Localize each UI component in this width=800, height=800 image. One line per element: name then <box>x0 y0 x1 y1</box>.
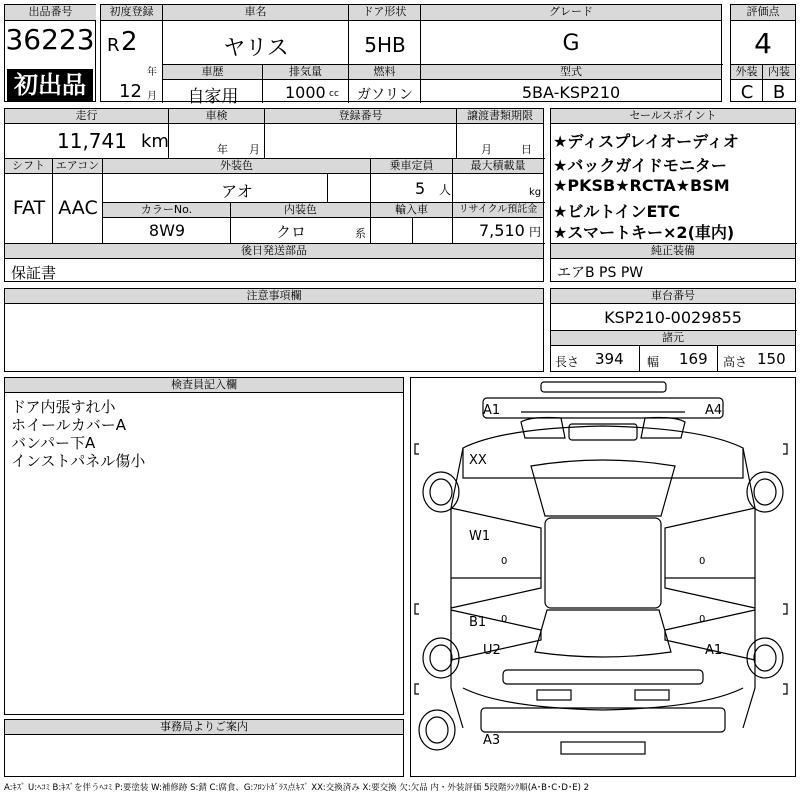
shift-value: FAT <box>12 197 46 219</box>
score-label: 評価点 <box>731 5 795 21</box>
mark-zero: 0 <box>699 556 706 567</box>
vehicle-detail-table <box>4 108 544 282</box>
person-unit: 人 <box>439 183 452 197</box>
aircon-value: AAC <box>58 197 98 219</box>
equipment-label: 純正装備 <box>551 244 795 259</box>
notes-label: 注意事項欄 <box>5 289 543 304</box>
history: 自家用 <box>187 87 239 107</box>
sales-item: ★ディスプレイオーディオ <box>553 132 739 151</box>
mark-u2: U2 <box>483 643 501 658</box>
km-unit: km <box>141 131 169 152</box>
length-label: 長さ <box>555 355 580 369</box>
door-label: ドア形状 <box>349 5 421 21</box>
plate-label: 登録番号 <box>265 109 457 124</box>
notes-box <box>4 288 544 372</box>
office-label: 事務局よりご案内 <box>5 720 403 735</box>
later-parts-label: 後日発送部品 <box>5 244 543 259</box>
exterior-label: 外装 <box>731 65 763 80</box>
equipment-value: エアB PS PW <box>557 265 644 281</box>
car-name: ヤリス <box>223 36 289 61</box>
trim-label: 内装色 <box>231 203 371 218</box>
transfer-label: 譲渡書類期限 <box>457 109 543 124</box>
color-label: 外装色 <box>103 159 371 174</box>
sales-label: セールスポイント <box>551 109 795 124</box>
insp-month-unit: 月 <box>249 143 260 156</box>
car-info-table <box>100 4 722 107</box>
interior-label: 内装 <box>763 65 795 80</box>
score-box <box>730 4 796 102</box>
chassis-label: 車台番号 <box>551 289 795 304</box>
inspector-line: ドア内張すれ小 <box>11 398 116 416</box>
trim-value: クロ <box>275 223 306 241</box>
length-value: 394 <box>595 350 624 368</box>
mark-a4-front-right: A4 <box>705 403 723 418</box>
height-label: 高さ <box>723 355 748 369</box>
mark-b1: B1 <box>469 615 487 630</box>
chassis-number: KSP210-0029855 <box>604 308 742 327</box>
month-unit: 月 <box>147 91 157 102</box>
history-label: 車歴 <box>163 65 263 80</box>
mark-zero: 0 <box>699 614 706 625</box>
colorno-value: 8W9 <box>148 221 186 240</box>
width-value: 169 <box>679 350 708 368</box>
aircon-label: エアコン <box>53 159 103 174</box>
chassis-box <box>550 288 796 372</box>
first-listing-badge: 初出品 <box>7 69 93 101</box>
displacement-label: 排気量 <box>263 65 349 80</box>
inspector-label: 検査員記入欄 <box>5 378 403 393</box>
inspector-line: バンパー下A <box>11 434 96 452</box>
mark-a1-rear-right: A1 <box>705 643 723 658</box>
sales-item: ★ビルトインETC <box>553 202 681 221</box>
cc-unit: cc <box>329 89 339 99</box>
transfer-month-unit: 月 <box>481 143 492 156</box>
sales-item: ★スマートキー×2(車内) <box>553 223 735 242</box>
exterior-grade: C <box>740 82 754 103</box>
shift-label: シフト <box>5 159 53 174</box>
fuel-label: 燃料 <box>349 65 421 80</box>
width-label: 幅 <box>647 355 660 369</box>
year-unit: 年 <box>147 67 157 78</box>
mark-zero: 0 <box>501 556 508 567</box>
displacement: 1000 <box>285 83 326 102</box>
lot-label: 出品番号 <box>5 5 96 21</box>
mileage-label: 走行 <box>5 109 169 124</box>
recycle-value: 7,510 <box>479 221 525 240</box>
car-diagram-box <box>410 377 796 777</box>
load-label: 最大積載量 <box>453 159 543 174</box>
recycle-label: リサイクル預託金 <box>453 203 543 218</box>
name-label: 車名 <box>163 5 349 21</box>
score: 4 <box>754 27 772 60</box>
office-box <box>4 719 404 777</box>
yen-unit: 円 <box>529 225 542 239</box>
reg-era: R <box>107 35 120 56</box>
inspection-label: 車検 <box>169 109 265 124</box>
legend-text: A:ｷｽﾞ U:ﾍｺﾐ B:ｷｽﾞを伴うﾍｺﾐ P:要塗装 W:補修跡 S:錆 C:腐食、G:ﾌﾛﾝﾄｶﾞﾗｽ点ｷｽﾞ XX:交換済み X:要交換 欠:欠品 内・外装評価 5段階ﾗﾝｸ順(A･B･C･D･E) 2 <box>4 783 590 793</box>
height-value: 150 <box>757 350 786 368</box>
inspector-box <box>4 377 404 715</box>
dims-label: 諸元 <box>551 331 795 346</box>
car-diagram <box>411 378 795 776</box>
sales-item: ★PKSB★RCTA★BSM <box>553 176 730 195</box>
colorno-label: カラーNo. <box>103 203 231 218</box>
mark-w1: W1 <box>469 529 491 544</box>
later-parts-value: 保証書 <box>11 264 57 282</box>
inspector-line: ホイールカバーA <box>11 416 126 434</box>
lot-box <box>4 4 96 102</box>
interior-grade: B <box>772 82 786 103</box>
fuel: ガソリン <box>357 87 413 103</box>
reg-label: 初度登録 <box>101 5 163 21</box>
mark-xx: XX <box>469 453 487 468</box>
reg-year: 2 <box>121 27 138 57</box>
model-label: 型式 <box>421 65 721 80</box>
model-code: 5BA-KSP210 <box>521 83 621 102</box>
grade: G <box>562 31 580 56</box>
transfer-day-unit: 日 <box>521 143 532 156</box>
import-label: 輸入車 <box>371 203 453 218</box>
capacity-label: 乗車定員 <box>371 159 453 174</box>
color-value: アオ <box>221 182 253 201</box>
mark-a1-front-left: A1 <box>483 403 501 418</box>
mileage: 11,741 <box>57 129 127 153</box>
capacity-value: 5 <box>415 179 426 198</box>
inspector-line: インストパネル傷小 <box>11 452 146 470</box>
grade-label: グレード <box>421 5 721 21</box>
sales-item: ★バックガイドモニター <box>553 156 727 175</box>
reg-month: 12 <box>119 81 142 102</box>
kg-unit: kg <box>529 187 542 198</box>
sales-points-box <box>550 108 796 282</box>
mark-zero: 0 <box>501 614 508 625</box>
lot-number: 36223 <box>5 23 95 56</box>
trim-unit: 系 <box>355 227 366 240</box>
door-type: 5HB <box>364 33 406 57</box>
insp-year-unit: 年 <box>217 143 228 156</box>
mark-a3: A3 <box>483 733 501 748</box>
